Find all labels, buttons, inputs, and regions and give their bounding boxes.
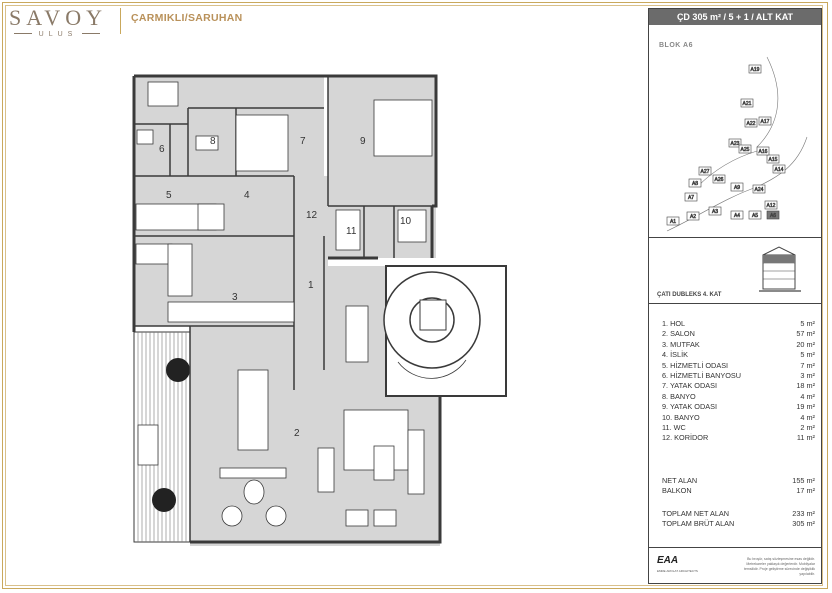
panel-divider <box>649 237 821 238</box>
total-area-summary <box>657 509 817 530</box>
unit-header: ÇD 305 m² / 5 + 1 / ALT KAT <box>649 9 821 25</box>
room-area: 7 m² <box>800 360 815 370</box>
room-number-12: 12 <box>306 210 318 221</box>
room-name: 8. BANYO <box>662 391 696 401</box>
room-number-9: 9 <box>360 136 366 147</box>
header-divider <box>120 8 121 34</box>
location-title: ÇARMIKLI/SARUHAN <box>131 12 243 24</box>
room-row <box>657 350 817 360</box>
disclaimer-text: Bu broşür, satış sözleşmesine esas değildir. Metrekareler yaklaşık değerlerdir. Mobilyalar temsilidir. Proje geliştirme sürecinde değişiklik yapılabilir. <box>744 557 815 576</box>
room-number-11: 11 <box>346 226 357 237</box>
balcony-value: 17 m² <box>796 486 815 496</box>
room-area: 19 m² <box>796 402 815 412</box>
room-row <box>657 433 817 443</box>
room-row <box>657 423 817 433</box>
svg-text:A12: A12 <box>766 203 776 209</box>
room-row <box>657 402 817 412</box>
balcony-label: BALKON <box>662 486 692 496</box>
room-area: 5 m² <box>800 319 815 328</box>
panel-divider <box>649 547 821 548</box>
room-row <box>657 361 817 371</box>
panel-divider <box>649 303 821 304</box>
room-list <box>657 319 817 444</box>
room-area: 4 m² <box>800 391 815 401</box>
svg-text:A7: A7 <box>687 195 695 201</box>
site-plan <box>657 47 815 233</box>
svg-text:A26: A26 <box>714 177 724 183</box>
total-gross-label: TOPLAM BRÜT ALAN <box>662 519 735 529</box>
total-net-value: 233 m² <box>792 509 815 518</box>
svg-text:A9: A9 <box>733 185 741 191</box>
svg-text:A23: A23 <box>730 141 740 147</box>
room-row <box>657 340 817 350</box>
svg-text:A3: A3 <box>711 209 719 215</box>
logo-rule-left <box>14 33 32 34</box>
svg-text:A1: A1 <box>669 219 677 225</box>
svg-text:A27: A27 <box>700 169 710 175</box>
net-area-value: 155 m² <box>792 476 815 485</box>
room-number-2: 2 <box>294 428 300 439</box>
room-area: 57 m² <box>796 329 815 339</box>
total-net-label: TOPLAM NET ALAN <box>662 509 730 518</box>
room-name: 6. HİZMETLİ BANYOSU <box>662 370 742 380</box>
brand-sub: ULUS <box>38 31 78 38</box>
svg-text:A16: A16 <box>758 149 768 155</box>
svg-text:A5: A5 <box>751 213 759 219</box>
room-area: 18 m² <box>796 381 815 391</box>
room-number-8: 8 <box>210 136 216 147</box>
room-area: 11 m² <box>796 433 815 443</box>
svg-text:A6: A6 <box>769 213 777 219</box>
svg-text:A14: A14 <box>774 167 784 173</box>
bed-room-7 <box>236 115 288 171</box>
room-name: 3. MUTFAK <box>662 339 700 349</box>
svg-text:A17: A17 <box>760 119 770 125</box>
brand-name: SAVOY <box>9 5 107 30</box>
net-area-label: NET ALAN <box>662 476 698 485</box>
floor-plan <box>128 70 538 550</box>
room-name: 2. SALON <box>662 329 695 339</box>
svg-text:A15: A15 <box>768 157 778 163</box>
svg-text:A2: A2 <box>689 214 697 220</box>
svg-text:A19: A19 <box>750 67 760 73</box>
room-name: 10. BANYO <box>662 412 700 422</box>
room-area: 2 m² <box>800 422 815 432</box>
room-row <box>657 371 817 381</box>
info-panel <box>648 8 822 584</box>
svg-text:A4: A4 <box>733 213 741 219</box>
room-name: 5. HİZMETLİ ODASI <box>662 360 729 370</box>
bed-room-9 <box>374 100 432 156</box>
balcony <box>134 332 190 542</box>
dining-table <box>238 370 268 450</box>
room-name: 9. YATAK ODASI <box>662 402 718 412</box>
room-area: 3 m² <box>800 370 815 380</box>
logo-rule-right <box>82 33 100 34</box>
room-row <box>657 319 817 329</box>
room-row <box>657 381 817 391</box>
blok-label: BLOK A6 <box>659 42 693 49</box>
room-number-7: 7 <box>300 136 306 147</box>
svg-text:A22: A22 <box>746 121 756 127</box>
total-gross-value: 305 m² <box>792 519 815 529</box>
architect-name: EMRE AROLAT ARCHITECTS <box>657 569 698 573</box>
svg-text:A8: A8 <box>691 181 699 187</box>
room-name: 4. İSLİK <box>662 350 688 360</box>
room-number-3: 3 <box>232 292 238 303</box>
room-number-1: 1 <box>308 280 314 291</box>
svg-text:A24: A24 <box>754 187 764 193</box>
building-section-icon <box>759 245 801 295</box>
svg-text:A21: A21 <box>742 101 752 107</box>
section-label: ÇATI DUBLEKS 4. KAT <box>657 292 722 298</box>
room-number-10: 10 <box>400 216 412 227</box>
net-area-summary <box>657 476 817 497</box>
room-name: 11. WC <box>662 422 686 432</box>
room-name: 7. YATAK ODASI <box>662 381 718 391</box>
room-row <box>657 392 817 402</box>
room-area: 5 m² <box>800 350 815 360</box>
architect-logo: EAA <box>657 555 679 566</box>
room-area: 4 m² <box>800 412 815 422</box>
svg-text:A25: A25 <box>740 147 750 153</box>
room-name: 1. HOL <box>662 319 686 328</box>
room-row <box>657 329 817 339</box>
room-name: 12. KORİDOR <box>662 433 709 443</box>
room-number-6: 6 <box>159 144 165 155</box>
room-number-4: 4 <box>244 190 250 201</box>
room-area: 20 m² <box>796 339 815 349</box>
room-number-5: 5 <box>166 190 172 201</box>
room-row <box>657 413 817 423</box>
